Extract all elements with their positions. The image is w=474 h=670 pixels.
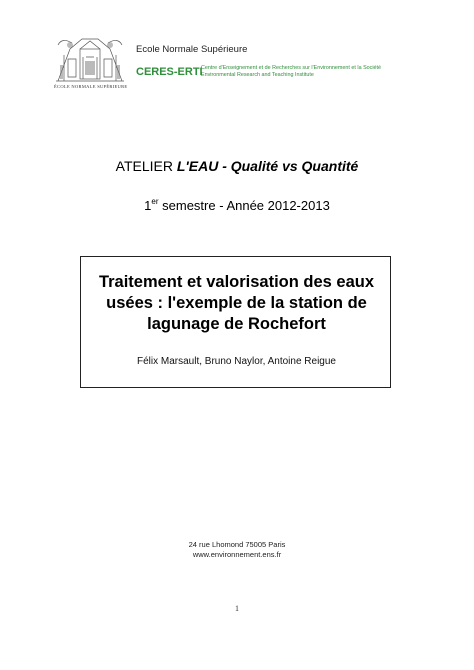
atelier-prefix: ATELIER: [115, 158, 177, 174]
semester-ordinal: er: [151, 197, 159, 206]
lab-description-line-1: Centre d'Enseignement et de Recherches sur l'Environnement et la Société: [201, 65, 382, 71]
semester-number: 1: [144, 198, 152, 213]
page-number: 1: [235, 604, 239, 613]
title-box: [80, 256, 391, 388]
footer-address: 24 rue Lhomond 75005 Paris: [188, 540, 286, 549]
logo-caption: ÉCOLE NORMALE SUPÉRIEURE: [54, 84, 128, 89]
school-name: Ecole Normale Supérieure: [136, 44, 248, 55]
document-title: Traitement et valorisation des eaux usées : l'exemple de la station de lagunage de Rochefort: [98, 273, 375, 333]
lab-description: [201, 65, 381, 79]
atelier-heading: [0, 158, 474, 174]
semester-line: [0, 198, 474, 213]
authors: Félix Marsault, Bruno Naylor, Antoine Reigue: [137, 356, 336, 367]
lab-name: CERES-ERTI: [136, 66, 203, 78]
lab-description-line-2: Environmental Research and Teaching Institute: [201, 72, 314, 78]
semester-text: semestre - Année 2012-2013: [158, 198, 330, 213]
footer-website: www.environnement.ens.fr: [192, 550, 282, 559]
atelier-theme: L'EAU - Qualité vs Quantité: [176, 158, 359, 174]
